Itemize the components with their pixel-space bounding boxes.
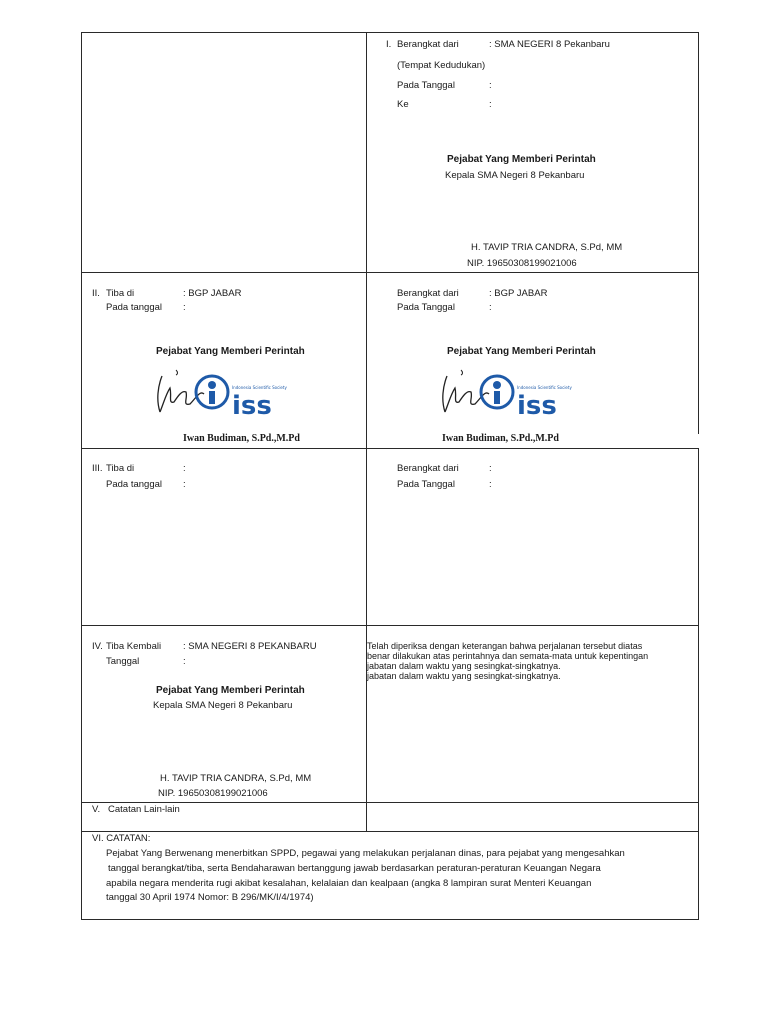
tanggal-label: Pada tanggal xyxy=(106,302,162,313)
tanggal-label: Pada Tanggal xyxy=(397,80,455,91)
row-divider-3 xyxy=(81,625,699,626)
tiba-label: Tiba di xyxy=(106,288,135,299)
logo-wordmark: iss xyxy=(517,391,557,420)
table-border-top xyxy=(81,32,699,33)
signature-stamp-icon xyxy=(437,366,587,420)
right-berangkat-label: Berangkat dari xyxy=(397,288,459,299)
section-number: IV. xyxy=(92,641,103,652)
berangkat-label: Berangkat dari xyxy=(397,39,459,50)
official-name: H. TAVIP TRIA CANDRA, S.Pd, MM xyxy=(160,773,312,784)
pejabat-title: Pejabat Yang Memberi Perintah xyxy=(447,346,596,357)
official-name: Iwan Budiman, S.Pd.,M.Pd xyxy=(183,433,300,444)
section-number: II. xyxy=(92,288,100,299)
verification-note-line: benar dilakukan atas perintahnya dan semata-mata untuk kepentingan xyxy=(367,651,649,661)
section-number: III. xyxy=(92,463,103,474)
section-number: I. xyxy=(386,39,392,50)
official-name: H. TAVIP TRIA CANDRA, S.Pd, MM xyxy=(471,242,623,253)
tanggal-value: : xyxy=(183,302,186,313)
tiba-kembali-value: : SMA NEGERI 8 PEKANBARU xyxy=(183,641,317,652)
catatan-heading: VI. CATATAN: xyxy=(92,833,151,844)
tiba-kembali-label: Tiba Kembali xyxy=(106,641,162,652)
table-border-right-lower xyxy=(698,448,699,920)
section-number: V. xyxy=(92,804,101,815)
tiba-value: : BGP JABAR xyxy=(183,288,242,299)
signature-stamp-icon xyxy=(152,366,302,420)
tanggal-value: : xyxy=(183,656,186,667)
row-divider-5 xyxy=(81,831,699,832)
right-berangkat-value: : BGP JABAR xyxy=(489,288,548,299)
catatan-line: apabila negara menderita rugi akibat kesalahan, kelalaian dan kealpaan (angka 8 lampiran surat Menteri Keuangan xyxy=(106,878,592,889)
tanggal-label: Pada tanggal xyxy=(106,479,162,490)
catatan-lain-label: Catatan Lain-lain xyxy=(108,804,180,815)
right-tanggal-value: : xyxy=(489,479,492,490)
row-divider-1 xyxy=(81,272,699,273)
right-tanggal-value: : xyxy=(489,302,492,313)
table-border-bottom xyxy=(81,919,699,920)
tempat-kedudukan: (Tempat Kedudukan) xyxy=(397,60,486,71)
right-berangkat-value: : xyxy=(489,463,492,474)
official-nip: NIP. 19650308199021006 xyxy=(158,788,268,799)
right-tanggal-label: Pada Tanggal xyxy=(397,479,455,490)
tanggal-value: : xyxy=(489,80,492,91)
row-divider-4 xyxy=(81,802,699,803)
pejabat-title: Pejabat Yang Memberi Perintah xyxy=(447,154,596,165)
verification-note-line: jabatan dalam waktu yang sesingkat-singkatnya. xyxy=(367,661,561,671)
row-divider-2 xyxy=(81,448,699,449)
pejabat-title: Pejabat Yang Memberi Perintah xyxy=(156,346,305,357)
official-name: Iwan Budiman, S.Pd.,M.Pd xyxy=(442,433,559,444)
right-berangkat-label: Berangkat dari xyxy=(397,463,459,474)
right-tanggal-label: Pada Tanggal xyxy=(397,302,455,313)
catatan-line: tanggal 30 April 1974 Nomor: B 296/MK/I/4/1974) xyxy=(106,892,314,903)
logo-tagline: Indonesia Scientific Society xyxy=(232,385,287,390)
tiba-value: : xyxy=(183,463,186,474)
berangkat-value: : SMA NEGERI 8 Pekanbaru xyxy=(489,39,610,50)
catatan-line: tanggal berangkat/tiba, serta Bendaharawan bertanggung jawab berdasarkan peraturan-peraturan Keuangan Negara xyxy=(108,863,601,874)
verification-note-line: Telah diperiksa dengan keterangan bahwa perjalanan tersebut diatas xyxy=(367,641,643,651)
tiba-label: Tiba di xyxy=(106,463,135,474)
tanggal-label: Tanggal xyxy=(106,656,140,667)
verification-note-line: jabatan dalam waktu yang sesingkat-singkatnya. xyxy=(367,671,561,681)
logo-tagline: Indonesia Scientific Society xyxy=(517,385,572,390)
ke-label: Ke xyxy=(397,99,409,110)
table-border-left xyxy=(81,32,82,920)
table-border-right xyxy=(698,32,699,434)
column-divider xyxy=(366,32,367,831)
official-nip: NIP. 19650308199021006 xyxy=(467,258,577,269)
tanggal-value: : xyxy=(183,479,186,490)
catatan-line: Pejabat Yang Berwenang menerbitkan SPPD, pegawai yang melakukan perjalanan dinas, para pejabat yang mengesahkan xyxy=(106,848,625,859)
logo-wordmark: iss xyxy=(232,391,272,420)
pejabat-subtitle: Kepala SMA Negeri 8 Pekanbaru xyxy=(153,700,293,711)
ke-value: : xyxy=(489,99,492,110)
pejabat-subtitle: Kepala SMA Negeri 8 Pekanbaru xyxy=(445,170,585,181)
pejabat-title: Pejabat Yang Memberi Perintah xyxy=(156,685,305,696)
